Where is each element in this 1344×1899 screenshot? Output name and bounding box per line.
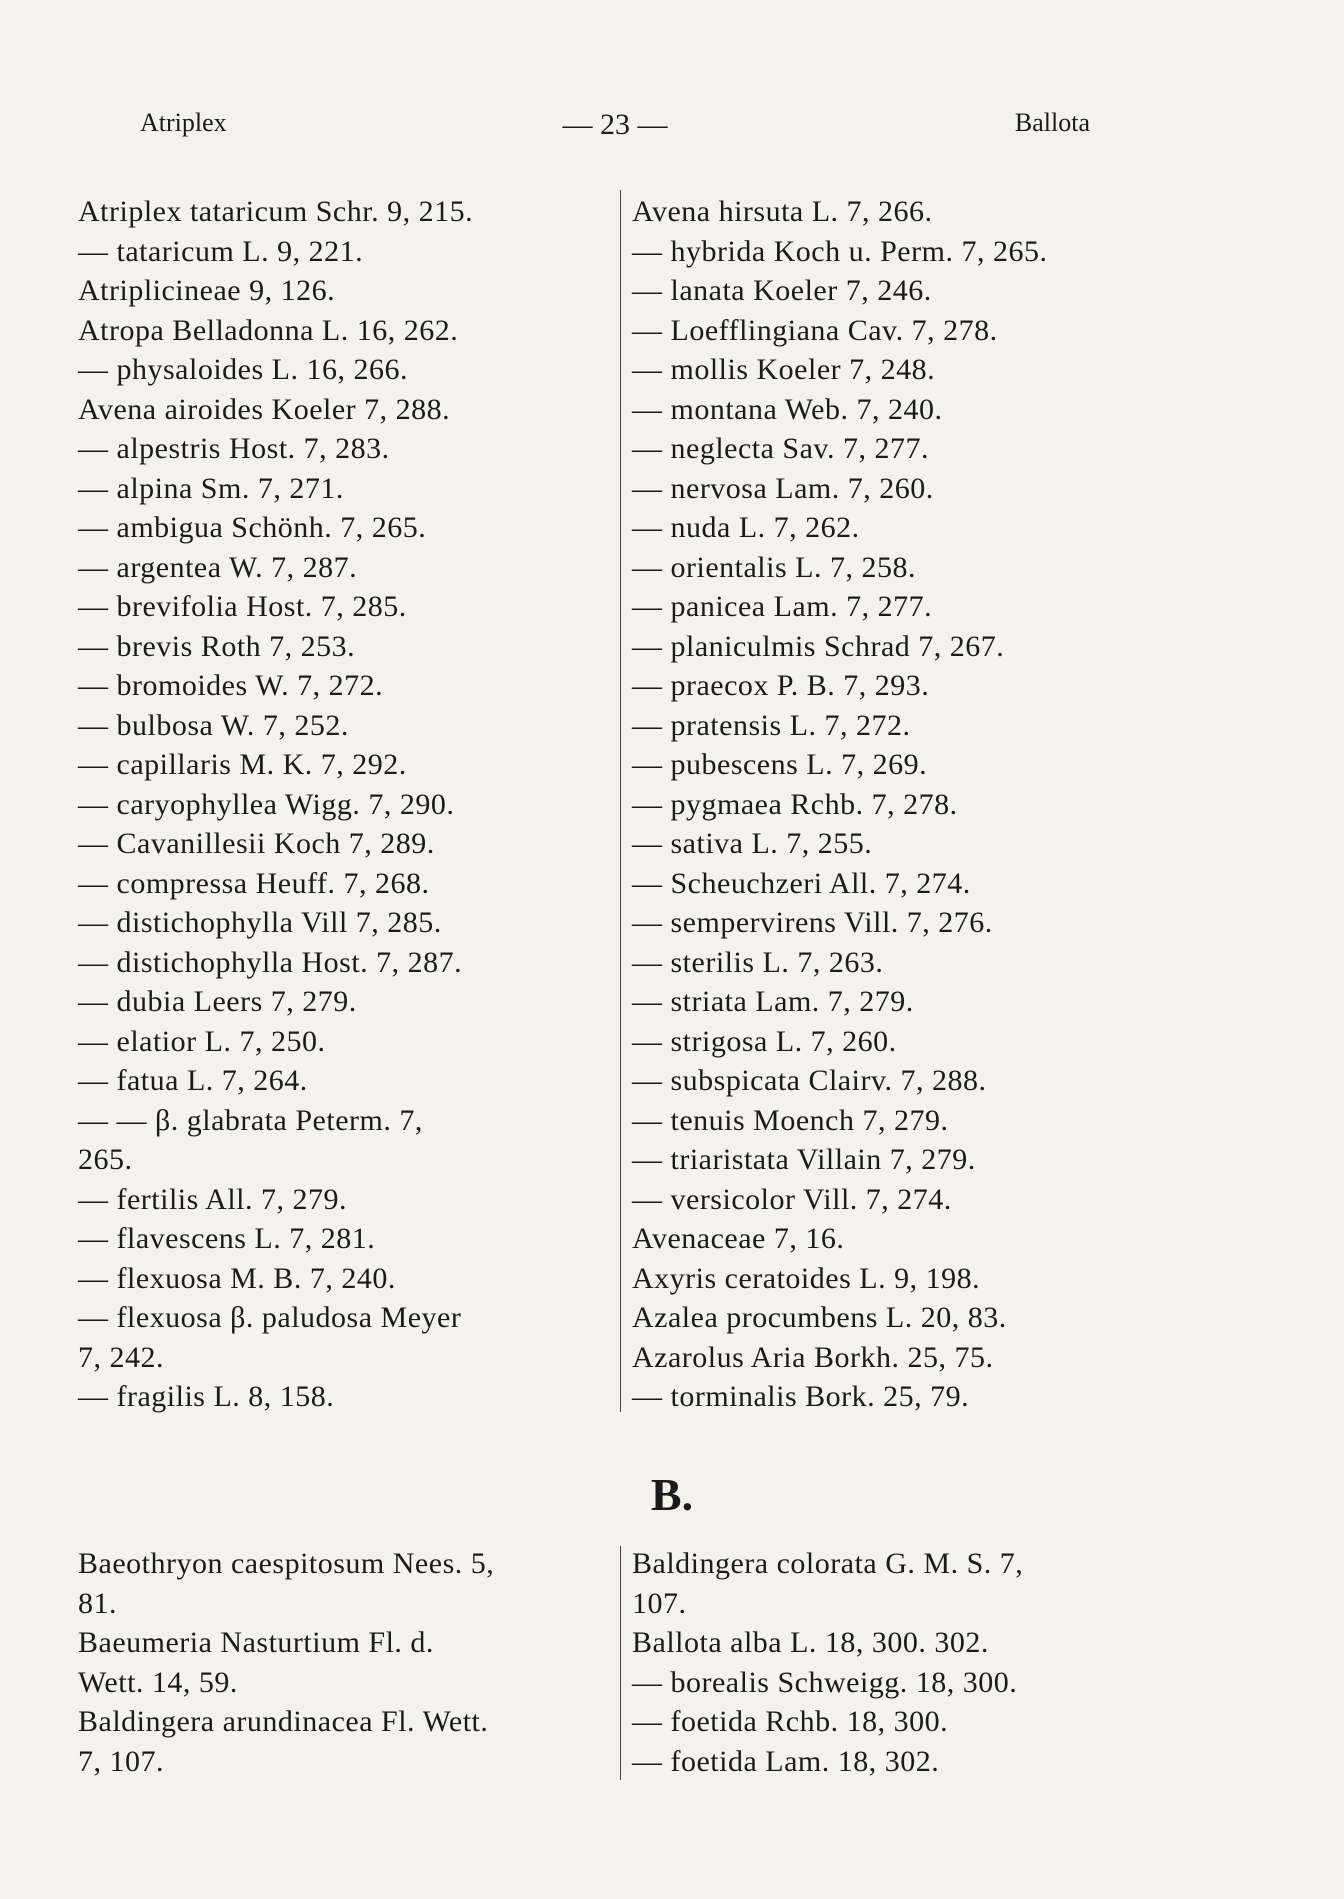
index-entry: — praecox P. B. 7, 293. xyxy=(632,669,930,702)
index-entry: — caryophyllea Wigg. 7, 290. xyxy=(78,787,455,821)
index-entry: — tenuis Moench 7, 279. xyxy=(632,1103,949,1137)
index-entry: — montana Web. 7, 240. xyxy=(632,392,943,426)
header-right-keyword: Ballota xyxy=(1014,108,1090,137)
index-entry: Axyris ceratoides L. 9, 198. xyxy=(632,1261,981,1295)
index-entry: Ballota alba L. 18, 300. 302. xyxy=(632,1626,989,1659)
index-entry: Baeothryon caespitosum Nees. 5, xyxy=(78,1547,495,1580)
index-entry: — compressa Heuff. 7, 268. xyxy=(78,866,430,900)
index-entry: — argentea W. 7, 287. xyxy=(78,550,358,584)
index-entry: Avena hirsuta L. 7, 266. xyxy=(632,195,933,228)
index-entry: — nervosa Lam. 7, 260. xyxy=(632,471,934,505)
index-entry: — bromoides W. 7, 272. xyxy=(78,669,384,702)
column-a-right xyxy=(632,192,1172,1417)
index-entry: — physaloides L. 16, 266. xyxy=(78,353,408,386)
index-entry: — subspicata Clairv. 7, 288. xyxy=(632,1064,987,1097)
index-entry: — neglecta Sav. 7, 277. xyxy=(632,432,929,465)
index-entry: 7, 107. xyxy=(78,1744,164,1778)
index-entry: — nuda L. 7, 262. xyxy=(632,511,860,544)
index-entry: — hybrida Koch u. Perm. 7, 265. xyxy=(632,234,1048,268)
column-a-left xyxy=(78,192,618,1417)
index-entry: Baldingera colorata G. M. S. 7, xyxy=(632,1547,1024,1580)
index-entry: 7, 242. xyxy=(78,1340,164,1374)
index-entry: 107. xyxy=(632,1586,687,1620)
index-entry: — distichophylla Vill 7, 285. xyxy=(78,906,442,939)
index-entry: — Cavanillesii Koch 7, 289. xyxy=(78,827,435,860)
index-entry: — sempervirens Vill. 7, 276. xyxy=(632,906,993,939)
index-entry: Atriplex tataricum Schr. 9, 215. xyxy=(78,195,474,228)
index-entry: — Scheuchzeri All. 7, 274. xyxy=(632,866,971,900)
index-entry: — distichophylla Host. 7, 287. xyxy=(78,945,463,979)
page-number: — 23 — xyxy=(562,108,668,141)
section-letter-b: B. xyxy=(650,1469,694,1520)
column-divider xyxy=(620,1546,621,1780)
index-entry: — sativa L. 7, 255. xyxy=(632,827,873,860)
index-entry: Atriplicineae 9, 126. xyxy=(78,274,336,307)
index-entry: — flexuosa β. paludosa Meyer xyxy=(78,1301,462,1334)
index-entry: — torminalis Bork. 25, 79. xyxy=(632,1380,970,1413)
column-divider xyxy=(620,190,621,1412)
index-entry: Baldingera arundinacea Fl. Wett. xyxy=(78,1705,489,1738)
index-entry: — ambigua Schönh. 7, 265. xyxy=(78,511,427,544)
index-entry: 81. xyxy=(78,1586,117,1620)
index-entry: — striata Lam. 7, 279. xyxy=(632,985,914,1018)
index-entry: — brevifolia Host. 7, 285. xyxy=(78,590,407,623)
index-entry: — mollis Koeler 7, 248. xyxy=(632,353,936,386)
index-entry: — alpina Sm. 7, 271. xyxy=(78,471,344,505)
index-entry: — flexuosa M. B. 7, 240. xyxy=(78,1261,396,1295)
index-entry: — fragilis L. 8, 158. xyxy=(78,1380,335,1413)
index-entry: — fatua L. 7, 264. xyxy=(78,1064,308,1097)
index-entry: Wett. 14, 59. xyxy=(78,1665,238,1699)
index-entry: — versicolor Vill. 7, 274. xyxy=(632,1182,952,1216)
index-entry: Baeumeria Nasturtium Fl. d. xyxy=(78,1626,434,1659)
index-entry: Azarolus Aria Borkh. 25, 75. xyxy=(632,1340,994,1374)
index-entry: — foetida Lam. 18, 302. xyxy=(632,1744,940,1778)
index-entry: — capillaris M. K. 7, 292. xyxy=(78,748,407,781)
index-entry: — tataricum L. 9, 221. xyxy=(78,234,364,268)
index-entry: Azalea procumbens L. 20, 83. xyxy=(632,1301,1007,1334)
index-entry: — fertilis All. 7, 279. xyxy=(78,1182,347,1216)
index-entry: — sterilis L. 7, 263. xyxy=(632,945,884,979)
index-entry: — alpestris Host. 7, 283. xyxy=(78,432,390,465)
index-entry: — pubescens L. 7, 269. xyxy=(632,748,928,781)
index-entry: — triaristata Villain 7, 279. xyxy=(632,1143,976,1176)
index-entry: 265. xyxy=(78,1143,133,1176)
index-entry: — pygmaea Rchb. 7, 278. xyxy=(632,787,958,821)
index-entry: — dubia Leers 7, 279. xyxy=(78,985,357,1018)
index-entry: — panicea Lam. 7, 277. xyxy=(632,590,933,623)
column-b-right xyxy=(632,1544,1172,1781)
index-entry: — strigosa L. 7, 260. xyxy=(632,1024,897,1058)
index-entry: — borealis Schweigg. 18, 300. xyxy=(632,1665,1018,1699)
index-entry: — bulbosa W. 7, 252. xyxy=(78,708,349,742)
running-head xyxy=(140,108,1090,148)
index-entry: — foetida Rchb. 18, 300. xyxy=(632,1705,949,1738)
index-entry: — Loefflingiana Cav. 7, 278. xyxy=(632,313,998,347)
index-entry: Avenaceae 7, 16. xyxy=(632,1222,845,1255)
index-entry: Atropa Belladonna L. 16, 262. xyxy=(78,313,459,347)
index-entry: — orientalis L. 7, 258. xyxy=(632,550,916,584)
column-b-left xyxy=(78,1544,618,1781)
index-entry: — flavescens L. 7, 281. xyxy=(78,1222,376,1255)
index-entry: — brevis Roth 7, 253. xyxy=(78,629,356,663)
index-entry: — elatior L. 7, 250. xyxy=(78,1024,326,1058)
index-entry: — — β. glabrata Peterm. 7, xyxy=(78,1103,423,1137)
index-entry: — planiculmis Schrad 7, 267. xyxy=(632,629,1005,663)
index-entry: Avena airoides Koeler 7, 288. xyxy=(78,392,451,426)
header-left-keyword: Atriplex xyxy=(140,108,227,137)
index-entry: — lanata Koeler 7, 246. xyxy=(632,274,932,307)
index-entry: — pratensis L. 7, 272. xyxy=(632,708,911,742)
